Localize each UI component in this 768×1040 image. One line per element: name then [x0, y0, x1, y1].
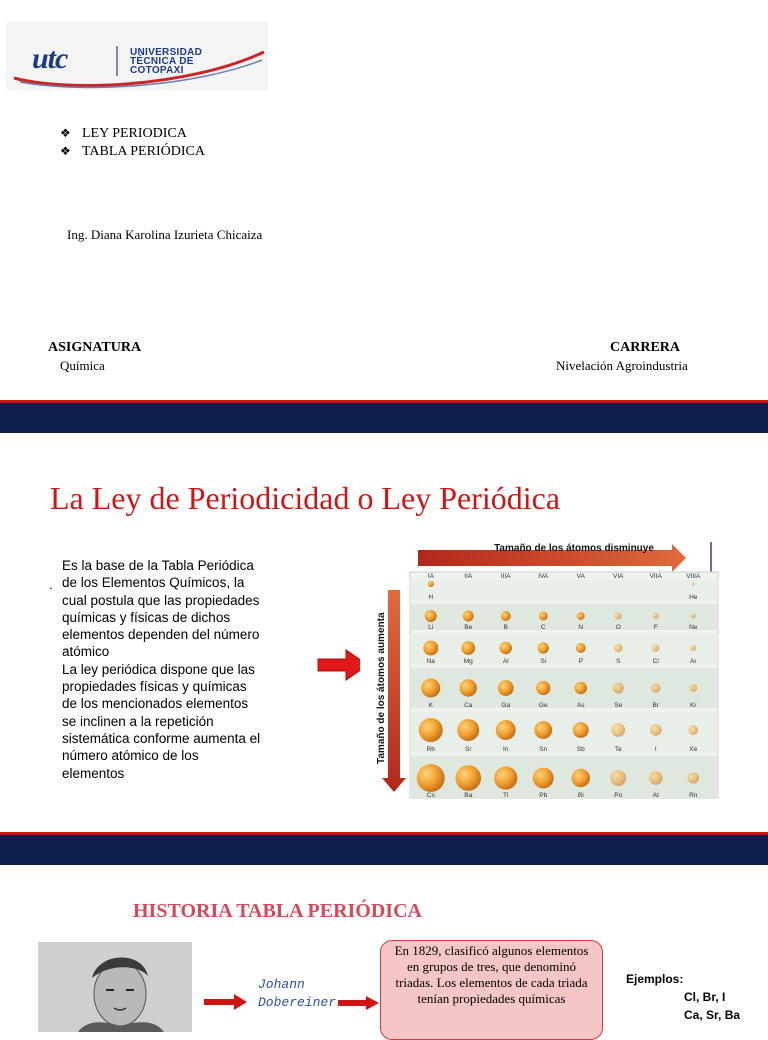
atom-circle — [614, 644, 623, 653]
atom-circle — [461, 641, 475, 655]
element-symbol: Pb — [539, 792, 548, 799]
body-line: elementos — [62, 765, 125, 781]
atom-circle — [539, 612, 548, 621]
body-line: de los Elementos Químicos, la — [62, 575, 245, 591]
atom-circle — [428, 581, 434, 587]
atom-circle — [423, 641, 438, 656]
group-header: VIIA — [649, 573, 662, 580]
element-symbol: Na — [426, 658, 435, 665]
element-symbol: In — [503, 746, 509, 753]
atom-circle — [536, 681, 550, 695]
diamond-bullet-icon: ❖ — [60, 126, 71, 140]
element-symbol: N — [578, 624, 584, 631]
atom-circle — [576, 643, 586, 653]
element-symbol: At — [652, 792, 659, 799]
element-symbol: He — [689, 594, 698, 601]
element-symbol: Po — [614, 792, 623, 799]
body-line: número atómico de los — [62, 748, 199, 764]
period-row — [410, 668, 718, 708]
element-symbol: Si — [540, 658, 547, 665]
element-symbol: Be — [464, 624, 473, 631]
body-text — [62, 557, 284, 782]
atom-circle — [421, 679, 440, 698]
element-symbol: Se — [614, 702, 623, 709]
element-symbol: Kr — [690, 702, 697, 709]
atom-circle — [574, 682, 587, 695]
body-line: químicas y físicas de dichos — [62, 609, 231, 625]
body-line: cual postula que las propiedades — [62, 592, 260, 608]
element-symbol: Te — [614, 746, 622, 753]
atom-circle — [538, 642, 549, 653]
periodic-grid — [410, 572, 718, 799]
group-header: VIIIA — [686, 573, 701, 580]
period-row — [410, 712, 718, 752]
body-line: elementos dependen del número — [62, 627, 260, 643]
atom-circle — [613, 683, 624, 694]
group-header: IA — [427, 573, 434, 580]
atom-circle — [688, 725, 698, 735]
body-line: propiedades físicas y químicas — [62, 679, 247, 695]
atom-circle — [649, 771, 663, 785]
portrait-image — [38, 942, 192, 1032]
logo-line-1: UNIVERSIDAD — [130, 47, 203, 58]
logo-divider — [116, 46, 118, 76]
group-header: IIIA — [500, 573, 511, 580]
triads-description-box: En 1829, clasificó algunos elementos en grupos de tres, que denominó triadas. Los elementos de cada triada tenían propiedades químicas — [380, 940, 603, 1040]
atom-circle — [500, 642, 512, 654]
group-header: IVA — [538, 573, 549, 580]
atom-circle — [460, 679, 477, 696]
carrera-label: CARRERA — [610, 340, 680, 355]
element-symbol: Sn — [539, 746, 548, 753]
element-symbol: P — [578, 658, 583, 665]
bullet-item — [60, 144, 205, 160]
right-arrow-icon — [204, 993, 248, 1011]
atom-circle — [689, 684, 697, 692]
university-logo — [6, 22, 268, 90]
asignatura-label: ASIGNATURA — [48, 340, 142, 355]
atom-circle — [573, 722, 589, 738]
asignatura-value: Química — [60, 358, 105, 373]
period-row — [410, 604, 718, 630]
element-symbol: Ne — [689, 624, 698, 631]
logo-mark: utc — [32, 42, 68, 75]
name-line: Dobereiner — [258, 995, 337, 1010]
element-symbol: Rn — [689, 792, 698, 799]
body-line: Es la base de la Tabla Periódica — [62, 558, 254, 573]
body-line: sistemática conforme aumenta el — [62, 730, 261, 746]
element-symbol: Mg — [463, 658, 473, 665]
element-symbol: Ge — [538, 702, 548, 709]
top-axis-label: Tamaño de los átomos disminuye — [494, 543, 654, 554]
atomic-size-figure — [360, 538, 720, 800]
element-symbol: Sr — [465, 746, 472, 753]
period-row — [410, 580, 718, 600]
diamond-bullet-icon: ❖ — [60, 144, 71, 158]
atom-circle — [419, 718, 443, 742]
atom-circle — [501, 611, 511, 621]
slide-divider-band — [0, 400, 768, 433]
atom-circle — [577, 612, 585, 620]
element-symbol: Ar — [690, 658, 697, 665]
element-symbol: Br — [652, 702, 659, 709]
period-row — [410, 634, 718, 664]
element-symbol: Xe — [689, 746, 698, 753]
element-symbol: K — [428, 702, 433, 709]
scientist-name — [258, 976, 336, 1012]
atom-circle — [690, 645, 696, 651]
element-symbol: Cs — [426, 792, 435, 799]
atom-circle — [463, 611, 474, 622]
slide-title: HISTORIA TABLA PERIÓDICA — [133, 900, 422, 922]
element-symbol: Ga — [501, 702, 511, 709]
atom-circle — [692, 582, 695, 585]
atom-circle — [417, 764, 445, 792]
element-symbol: O — [615, 624, 621, 631]
element-symbol: Cl — [652, 658, 659, 665]
atom-circle — [611, 723, 625, 737]
element-symbol: Sb — [576, 746, 585, 753]
element-symbol: F — [653, 624, 658, 631]
atom-circle — [498, 680, 514, 696]
logo-text — [130, 48, 202, 75]
body-line: La ley periódica dispone que las — [62, 661, 255, 677]
bullet-text: TABLA PERIÓDICA — [82, 144, 205, 159]
atom-circle — [651, 683, 660, 692]
atom-circle — [496, 720, 516, 740]
atom-circle — [455, 765, 481, 791]
atom-circle — [650, 724, 662, 736]
atom-circle — [494, 766, 517, 789]
atom-circle — [615, 613, 622, 620]
name-line: Johann — [258, 977, 305, 992]
atom-circle — [457, 719, 479, 741]
author-name: Ing. Diana Karolina Izurieta Chicaiza — [67, 227, 263, 242]
slide-divider-band — [0, 832, 768, 865]
side-axis-label: Tamaño de los átomos aumenta — [376, 612, 387, 764]
bullet-text: LEY PERIODICA — [82, 126, 187, 141]
logo-line-3: COTOPAXI — [130, 65, 184, 76]
element-symbol: Ca — [464, 702, 473, 709]
atom-circle — [572, 769, 590, 787]
element-symbol: Li — [428, 624, 434, 631]
element-symbol: As — [576, 702, 585, 709]
stray-dot: . — [49, 577, 53, 592]
slide-title: La Ley de Periodicidad o Ley Periódica — [50, 480, 561, 516]
group-header: IIA — [464, 573, 473, 580]
element-symbol: C — [540, 624, 546, 631]
element-symbol: Tl — [503, 792, 509, 799]
group-header: VIA — [613, 573, 624, 580]
element-symbol: Rb — [426, 746, 435, 753]
bullet-item — [60, 126, 187, 142]
element-symbol: H — [428, 594, 434, 601]
carrera-value: Nivelación Agroindustria — [556, 358, 688, 373]
atom-circle — [652, 644, 659, 651]
atom-circle — [688, 772, 699, 783]
example-item: Ca, Sr, Ba — [684, 1008, 741, 1022]
atom-circle — [610, 770, 626, 786]
right-arrow-icon — [338, 995, 380, 1011]
body-line: de los mencionados elementos — [62, 696, 249, 712]
atom-circle — [425, 610, 437, 622]
group-header: VA — [576, 573, 585, 580]
atom-circle — [533, 768, 554, 789]
logo-line-2: TÉCNICA DE — [130, 56, 194, 67]
body-line: atómico — [62, 644, 110, 660]
atom-circle — [534, 721, 552, 739]
element-symbol: Al — [502, 658, 509, 665]
atom-circle — [653, 613, 659, 619]
element-symbol: B — [503, 624, 508, 631]
element-symbol: Bi — [577, 792, 584, 799]
body-line: se inclinen a la repetición — [62, 713, 214, 729]
examples-label: Ejemplos: — [626, 972, 684, 986]
element-symbol: Ba — [464, 792, 473, 799]
atom-circle — [691, 614, 696, 619]
element-symbol: S — [616, 658, 621, 665]
example-item: Cl, Br, I — [684, 990, 726, 1004]
element-symbol: I — [654, 746, 657, 753]
